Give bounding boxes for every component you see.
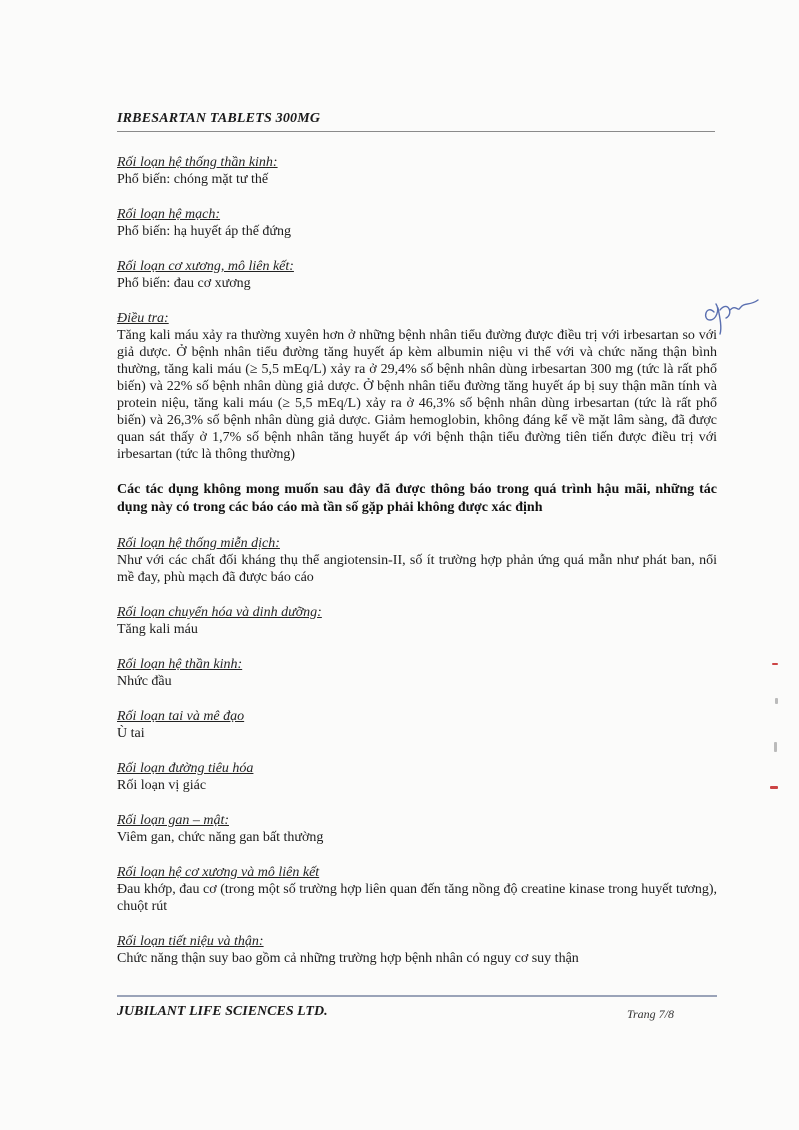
section-vascular [117,206,717,240]
section-renal-urinary [117,933,717,967]
section-heading: Rối loạn gan – mật: [117,813,229,828]
scan-speck [774,742,777,752]
page-number: Trang 7/8 [627,1007,675,1021]
footer-company-name: JUBILANT LIFE SCIENCES LTD. [117,1004,328,1019]
section-text: Rối loạn vị giác [117,778,207,793]
section-heading: Rối loạn hệ thống thần kinh: [117,155,278,170]
section-text: Tăng kali máu xảy ra thường xuyên hơn ở những bệnh nhân tiểu đường được điều trị với irbesartan so với giả dược. Ở bệnh nhân tiểu đường tăng huyết áp kèm albumin niệu vi thể với và chức năng thận bình thường, tăng kali máu (≥ 5,5 mEq/L) xảy ra ở 29,4% số bệnh nhân dùng irbesartan 300 mg (tức là rất phổ biến) và 22% số bệnh nhân dùng giả dược. Ở bệnh nhân tiểu đường tăng huyết áp bị suy thận mãn tính và protein niệu, tăng kali máu (≥ 5,5 mEq/L) xảy ra ở 46,3% số bệnh nhân dùng irbesartan (tức là rất phổ biến) và 26,3% số bệnh nhân dùng giả dược. Giảm hemoglobin, không đáng kể về mặt lâm sàng, đã được quan sát thấy ở 1,7% số bệnh nhân tăng huyết áp với bệnh thận tiểu đường tiên tiến được điều trị với irbesartan (tức là thông thường) [117,328,717,462]
section-gastrointestinal [117,760,717,794]
document-header-title: IRBESARTAN TABLETS 300MG [117,111,321,126]
section-heading: Rối loạn hệ thống miễn dịch: [117,536,280,551]
section-heading: Rối loạn tiết niệu và thận: [117,934,264,949]
section-heading: Rối loạn cơ xương, mô liên kết: [117,259,294,274]
section-text: Phổ biến: hạ huyết áp thế đứng [117,224,292,239]
section-text: Tăng kali máu [117,622,198,637]
section-text: Phổ biến: chóng mặt tư thế [117,172,269,187]
section-text: Chức năng thận suy bao gồm cả những trường hợp bệnh nhân có nguy cơ suy thận [117,951,579,966]
section-text: Viêm gan, chức năng gan bất thường [117,830,324,845]
post-marketing-notice: Các tác dụng không mong muốn sau đây đã được thông báo trong quá trình hậu mãi, những tác dụng này có trong các báo cáo mà tần số gặp phải không được xác định [117,482,717,515]
section-investigations [117,310,717,463]
section-heading: Rối loạn tai và mê đạo [117,709,245,724]
section-text: Phổ biến: đau cơ xương [117,276,251,291]
section-heading: Rối loạn hệ cơ xương và mô liên kết [117,865,320,880]
scan-speck [775,698,778,704]
scan-speck [772,663,778,665]
section-heading: Rối loạn đường tiêu hóa [117,761,254,776]
section-nervous-system-1 [117,154,717,188]
section-text: Ù tai [117,726,145,741]
section-ear-labyrinth [117,708,717,742]
section-heading: Rối loạn hệ mạch: [117,207,221,222]
section-heading: Rối loạn chuyển hóa và dinh dưỡng: [117,605,322,620]
scan-speck [770,786,778,789]
section-heading: Điều tra: [117,311,169,326]
section-metabolism [117,604,717,638]
section-text: Đau khớp, đau cơ (trong một số trường hợp liên quan đến tăng nồng độ creatine kinase trong huyết tương), chuột rút [117,882,717,914]
section-nervous-system-2 [117,656,717,690]
section-heading: Rối loạn hệ thần kinh: [117,657,243,672]
section-musculoskeletal-1 [117,258,717,292]
footer-divider [117,995,717,997]
header-divider [117,131,715,132]
section-immune-system [117,535,717,586]
section-text: Nhức đầu [117,674,172,689]
section-hepatobiliary [117,812,717,846]
section-musculoskeletal-2 [117,864,717,915]
section-text: Như với các chất đối kháng thụ thể angiotensin-II, số ít trường hợp phản ứng quá mẫn như phát ban, nổi mề đay, phù mạch đã được báo cáo [117,553,717,585]
document-body [117,154,717,967]
